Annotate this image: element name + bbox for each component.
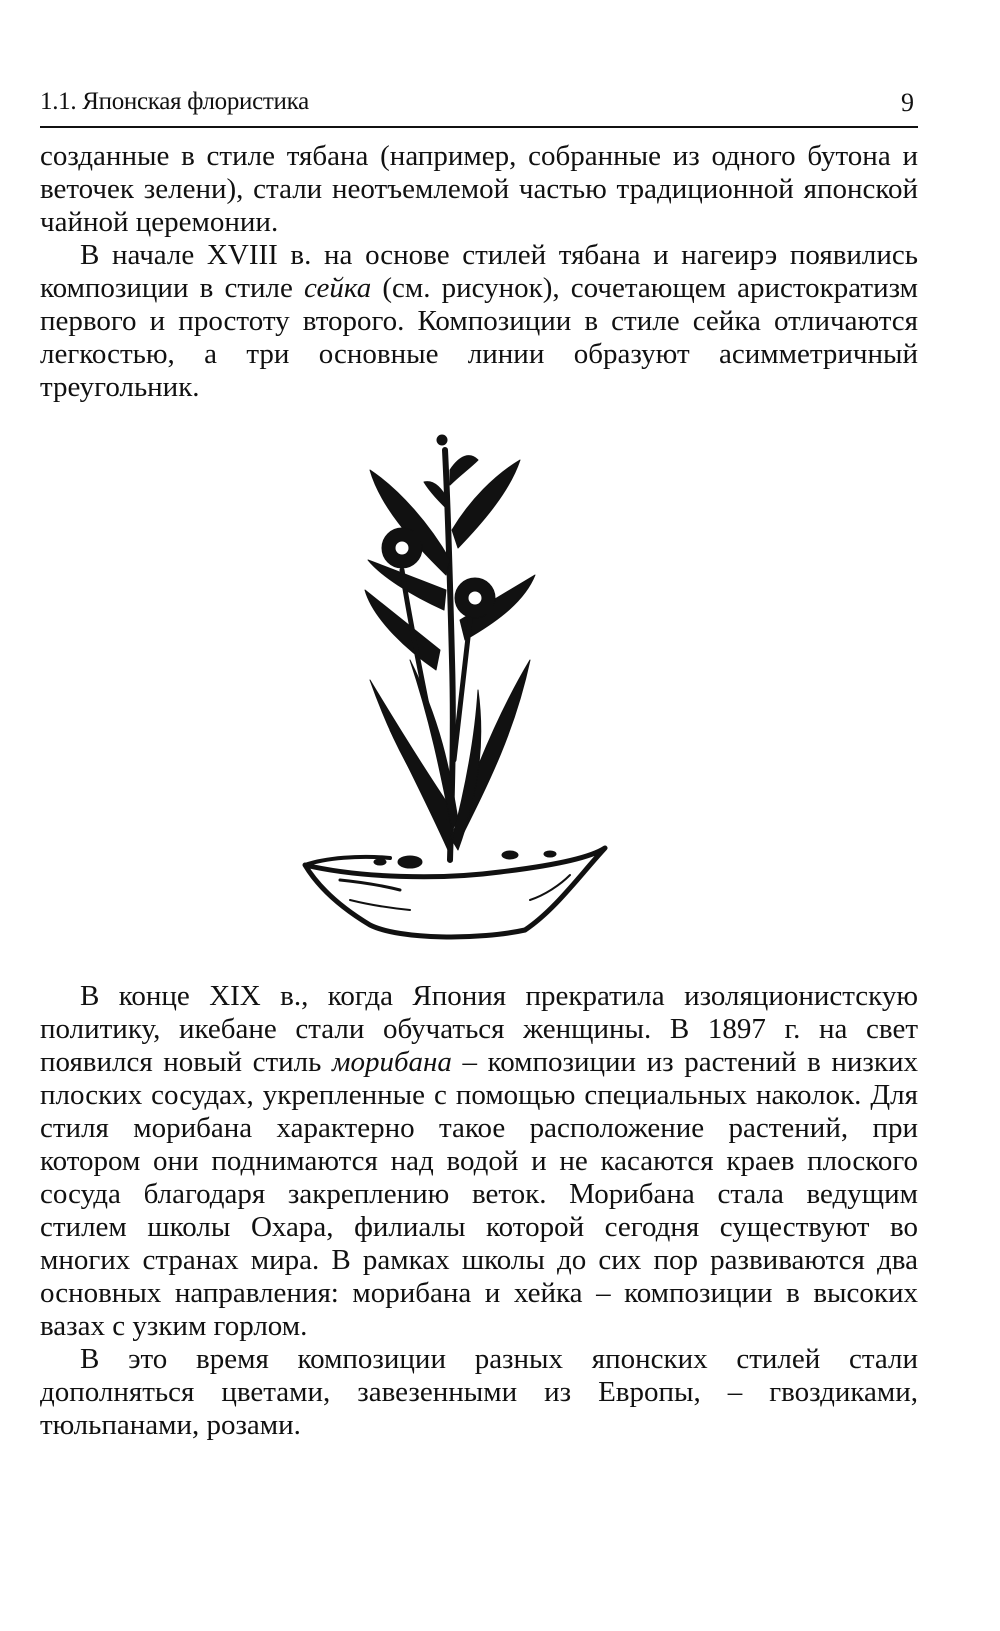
paragraph-2-text-a: В начале XVIII в. на основе стилей тябана и нагеирэ появились композиции в стиле [40, 239, 918, 304]
page-number: 9 [901, 88, 914, 117]
section-title: 1.1. Японская флористика [40, 88, 309, 115]
bud-icon [437, 435, 447, 445]
paragraph-2-text-b: (см. рисунок), сочетающем аристократизм первого и простоту второго. Композиции в стиле сейка отличаются легкостью, а три основные линии образуют асимметричный треугольник. [40, 272, 918, 403]
paragraph-2 [40, 239, 918, 404]
paragraph-3-emphasis: морибана [331, 1046, 452, 1078]
flower-icon [455, 578, 495, 618]
text-block-bottom [40, 980, 918, 1442]
ikebana-seika-illustration [300, 430, 640, 970]
paragraph-3-text-b: – композиции из растений в низких плоских сосудах, укрепленные с помощью специальных наколок. Для стиля морибана характерно такое расположение растений, при котором они поднимаются над водой и не касаются краев плоского сосуда благодаря закреплению веток. Морибана стала ведущим стилем школы Охара, филиалы которой сегодня существуют во многих странах мира. В рамках школы до сих пор развиваются два основных направления: морибана и хейка – композиции в высоких вазах с узким горлом. [40, 1046, 918, 1342]
paragraph-4: В это время композиции разных японских стилей стали дополняться цветами, завезенными из Европы, – гвоздиками, тюльпанами, розами. [40, 1343, 918, 1441]
text-block-top [40, 140, 918, 404]
paragraph-1: созданные в стиле тябана (например, собранные из одного бутона и веточек зелени), стали неотъемлемой частью традиционной японской чайной церемонии. [40, 140, 918, 238]
flower-icon [382, 528, 422, 568]
running-header [40, 88, 918, 128]
paragraph-3-text-a: В конце XIX в., когда Япония прекратила изоляционистскую политику, икебане стали обучаться женщины. В 1897 г. на свет появился новый стиль [40, 980, 918, 1078]
paragraph-2-emphasis: сейка [304, 272, 372, 304]
paragraph-3 [40, 980, 918, 1343]
